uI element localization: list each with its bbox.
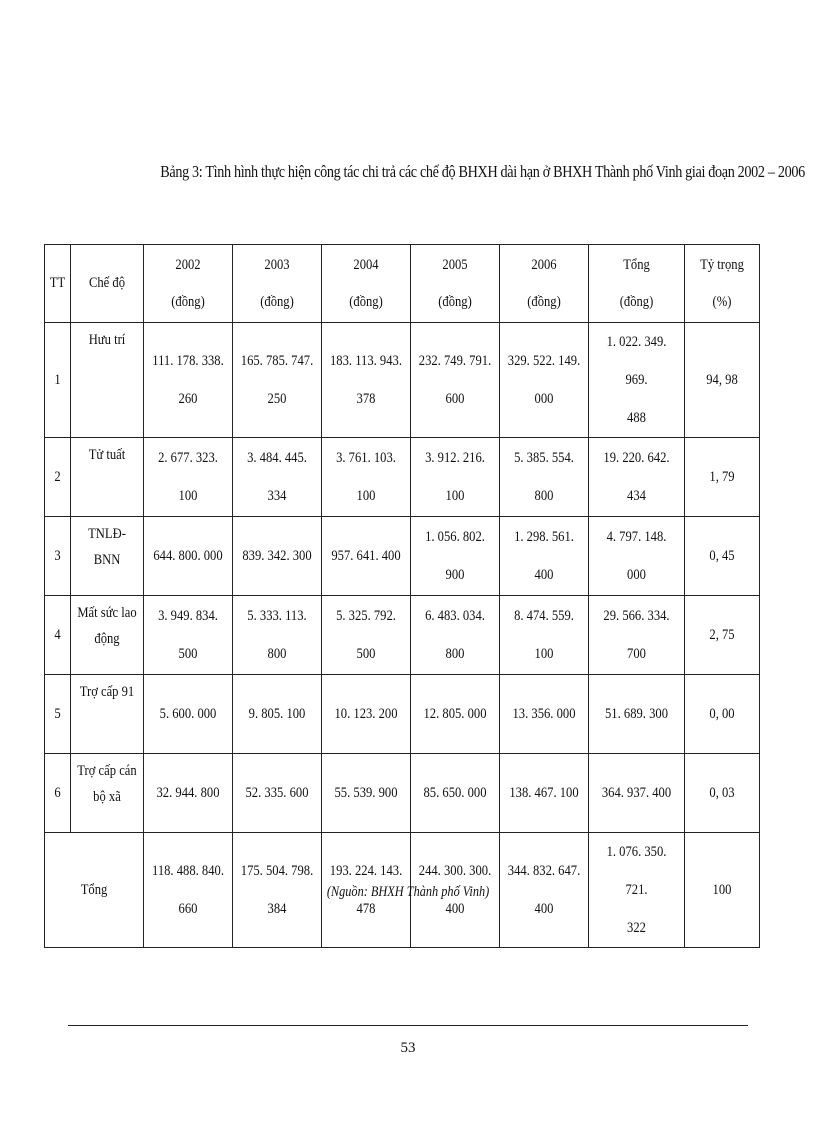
row-regime-name: Trợ cấp 91 (71, 675, 144, 754)
value-cell: 6. 483. 034. 800 (411, 596, 500, 675)
ratio-cell: 0, 45 (685, 517, 760, 596)
row-number: 5 (45, 675, 71, 754)
total-value-cell: 244. 300. 300. 400 (411, 833, 500, 948)
row-number: 2 (45, 438, 71, 517)
row-number: 3 (45, 517, 71, 596)
header-2006: 2006 (đồng) (500, 245, 589, 323)
value-cell: 32. 944. 800 (144, 754, 233, 833)
value-cell: 364. 937. 400 (589, 754, 685, 833)
value-cell: 5. 325. 792. 500 (322, 596, 411, 675)
value-cell: 5. 333. 113. 800 (233, 596, 322, 675)
ratio-cell: 94, 98 (685, 323, 760, 438)
row-regime-name: Trợ cấp cán bộ xã (71, 754, 144, 833)
ratio-cell: 1, 79 (685, 438, 760, 517)
header-row (45, 245, 760, 323)
value-cell: 52. 335. 600 (233, 754, 322, 833)
value-cell: 165. 785. 747. 250 (233, 323, 322, 438)
value-cell: 85. 650. 000 (411, 754, 500, 833)
ratio-cell: 0, 03 (685, 754, 760, 833)
value-cell: 3. 484. 445. 334 (233, 438, 322, 517)
value-cell: 183. 113. 943. 378 (322, 323, 411, 438)
value-cell: 2. 677. 323. 100 (144, 438, 233, 517)
value-cell: 5. 600. 000 (144, 675, 233, 754)
header-2002: 2002 (đồng) (144, 245, 233, 323)
header-2003: 2003 (đồng) (233, 245, 322, 323)
row-number: 6 (45, 754, 71, 833)
value-cell: 12. 805. 000 (411, 675, 500, 754)
payment-table (44, 244, 760, 948)
row-number: 4 (45, 596, 71, 675)
header-ty-trong: Tỷ trọng (%) (685, 245, 760, 323)
table-row (45, 596, 760, 675)
total-label: Tổng (45, 833, 144, 948)
value-cell: 1. 022. 349. 969. 488 (589, 323, 685, 438)
value-cell: 138. 467. 100 (500, 754, 589, 833)
value-cell: 29. 566. 334. 700 (589, 596, 685, 675)
table-row (45, 517, 760, 596)
source-note: (Nguồn: BHXH Thành phố Vinh) (326, 884, 490, 900)
footer-divider (68, 1025, 748, 1026)
value-cell: 19. 220. 642. 434 (589, 438, 685, 517)
header-tt: TT (45, 245, 71, 323)
header-tong: Tổng (đồng) (589, 245, 685, 323)
value-cell: 10. 123. 200 (322, 675, 411, 754)
header-2005: 2005 (đồng) (411, 245, 500, 323)
value-cell: 5. 385. 554. 800 (500, 438, 589, 517)
value-cell: 111. 178. 338. 260 (144, 323, 233, 438)
value-cell: 13. 356. 000 (500, 675, 589, 754)
total-value-cell: 1. 076. 350. 721. 322 (589, 833, 685, 948)
value-cell: 3. 761. 103. 100 (322, 438, 411, 517)
row-regime-name: Tử tuất (71, 438, 144, 517)
row-regime-name: Mất sức lao động (71, 596, 144, 675)
value-cell: 3. 912. 216. 100 (411, 438, 500, 517)
value-cell: 1. 056. 802. 900 (411, 517, 500, 596)
value-cell: 957. 641. 400 (322, 517, 411, 596)
value-cell: 3. 949. 834. 500 (144, 596, 233, 675)
value-cell: 644. 800. 000 (144, 517, 233, 596)
ratio-cell: 0, 00 (685, 675, 760, 754)
value-cell: 232. 749. 791. 600 (411, 323, 500, 438)
header-che-do: Chế độ (71, 245, 144, 323)
row-number: 1 (45, 323, 71, 438)
total-value-cell: 344. 832. 647. 400 (500, 833, 589, 948)
total-value-cell: 175. 504. 798. 384 (233, 833, 322, 948)
table-row (45, 754, 760, 833)
value-cell: 9. 805. 100 (233, 675, 322, 754)
table-row (45, 323, 760, 438)
table-row (45, 438, 760, 517)
value-cell: 839. 342. 300 (233, 517, 322, 596)
header-2004: 2004 (đồng) (322, 245, 411, 323)
row-regime-name: TNLĐ-BNN (71, 517, 144, 596)
value-cell: 4. 797. 148. 000 (589, 517, 685, 596)
total-value-cell: 193. 224. 143. 478 (322, 833, 411, 948)
total-ratio-cell: 100 (685, 833, 760, 948)
ratio-cell: 2, 75 (685, 596, 760, 675)
value-cell: 8. 474. 559. 100 (500, 596, 589, 675)
total-value-cell: 118. 488. 840. 660 (144, 833, 233, 948)
table-row (45, 675, 760, 754)
value-cell: 1. 298. 561. 400 (500, 517, 589, 596)
row-regime-name: Hưu trí (71, 323, 144, 438)
value-cell: 55. 539. 900 (322, 754, 411, 833)
table-caption: Bảng 3: Tình hình thực hiện công tác chi trả các chế độ BHXH dài hạn ở BHXH Thành phố Vinh giai đoạn 2002 – 2006 (160, 162, 805, 181)
page-number: 53 (400, 1040, 416, 1056)
value-cell: 51. 689. 300 (589, 675, 685, 754)
value-cell: 329. 522. 149. 000 (500, 323, 589, 438)
